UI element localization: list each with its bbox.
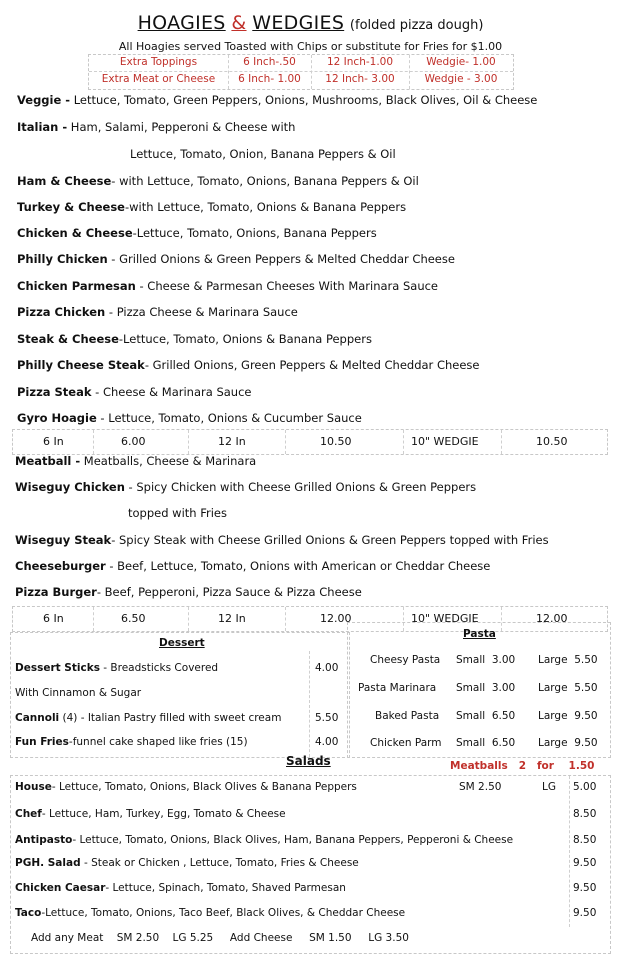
- price-size-6in: 6 In: [43, 612, 64, 625]
- menu-item: Meatball - Meatballs, Cheese & Marinara: [15, 454, 257, 468]
- menu-item: Philly Chicken - Grilled Onions & Green Peppers & Melted Cheddar Cheese: [17, 252, 455, 266]
- extra-toppings-6in: 6 Inch-.50: [243, 56, 296, 68]
- menu-item: Pizza Burger- Beef, Pepperoni, Pizza Sauce & Pizza Cheese: [15, 585, 362, 599]
- pasta-large: Large 5.50: [538, 654, 598, 666]
- title-wedgies: WEDGIES: [252, 12, 345, 34]
- pasta-small: Small 6.50: [456, 737, 516, 749]
- price-size-6in: 6 In: [43, 435, 64, 448]
- pasta-large: Large 5.50: [538, 682, 598, 694]
- menu-item: Turkey & Cheese-with Lettuce, Tomato, Onions & Banana Peppers: [17, 200, 407, 214]
- salad-price: 8.50: [573, 834, 597, 846]
- pasta-item: Cheesy Pasta: [370, 654, 441, 666]
- menu-item-continued: topped with Fries: [128, 506, 227, 520]
- menu-item: Chicken & Cheese-Lettuce, Tomato, Onions, Banana Peppers: [17, 226, 377, 240]
- menu-item: Italian - Ham, Salami, Pepperoni & Cheese with: [17, 120, 296, 134]
- menu-item: Philly Cheese Steak- Grilled Onions, Green Peppers & Melted Cheddar Cheese: [17, 358, 480, 372]
- salads-heading: Salads: [286, 754, 331, 768]
- menu-item: Pizza Chicken - Pizza Cheese & Marinara Sauce: [17, 305, 298, 319]
- pasta-heading: Pasta: [463, 628, 496, 640]
- price-size-wedgie: 10" WEDGIE: [411, 612, 479, 625]
- pasta-large: Large 9.50: [538, 710, 598, 722]
- title-note: (folded pizza dough): [349, 18, 484, 33]
- dessert-price: 4.00: [315, 736, 339, 748]
- price-wedgie: 12.00: [536, 612, 568, 625]
- extra-meat-label: Extra Meat or Cheese: [101, 73, 216, 85]
- pasta-section: [347, 622, 611, 758]
- dessert-item: Cannoli (4) - Italian Pastry filled with sweet cream: [15, 712, 282, 724]
- extra-toppings-12in: 12 Inch-1.00: [326, 56, 394, 68]
- salad-item: House- Lettuce, Tomato, Onions, Black Olives & Banana Peppers: [15, 781, 357, 793]
- price-size-12in: 12 In: [218, 612, 246, 625]
- dessert-item-continued: With Cinnamon & Sugar: [15, 687, 142, 699]
- salad-small-price: SM 2.50: [459, 781, 502, 793]
- extras-price-box: [88, 54, 514, 90]
- salad-item: PGH. Salad - Steak or Chicken , Lettuce, Tomato, Fries & Cheese: [15, 857, 359, 869]
- extra-meat-wedgie: Wedgie - 3.00: [424, 73, 498, 85]
- pasta-item: Pasta Marinara: [358, 682, 437, 694]
- pasta-item: Chicken Parm: [370, 737, 442, 749]
- pasta-small: Small 6.50: [456, 710, 516, 722]
- hoagie-price-bar: [12, 429, 608, 455]
- pasta-small: Small 3.00: [456, 654, 516, 666]
- salad-price: 9.50: [573, 857, 597, 869]
- title-ampersand: &: [231, 12, 247, 34]
- salad-item: Antipasto- Lettuce, Tomato, Onions, Black Olives, Ham, Banana Peppers, Pepperoni & Cheese: [15, 834, 514, 846]
- dessert-heading: Dessert: [159, 637, 205, 649]
- extra-meat-6in: 6 Inch- 1.00: [238, 73, 301, 85]
- title-hoagies: HOAGIES: [137, 12, 226, 34]
- menu-item: Wiseguy Chicken - Spicy Chicken with Cheese Grilled Onions & Green Peppers: [15, 480, 477, 494]
- extra-toppings-wedgie: Wedgie- 1.00: [426, 56, 496, 68]
- menu-item: Pizza Steak - Cheese & Marinara Sauce: [17, 385, 252, 399]
- dessert-item: Dessert Sticks - Breadsticks Covered: [15, 662, 219, 674]
- salad-item: Chicken Caesar- Lettuce, Spinach, Tomato, Shaved Parmesan: [15, 882, 346, 894]
- price-wedgie: 10.50: [536, 435, 568, 448]
- menu-subtitle: All Hoagies served Toasted with Chips or substitute for Fries for $1.00: [118, 40, 503, 53]
- price-6in: 6.50: [121, 612, 146, 625]
- salad-price: 8.50: [573, 808, 597, 820]
- salad-price: 9.50: [573, 882, 597, 894]
- price-size-wedgie: 10" WEDGIE: [411, 435, 479, 448]
- extra-meat-12in: 12 Inch- 3.00: [325, 73, 395, 85]
- menu-item-continued: Lettuce, Tomato, Onion, Banana Peppers & Oil: [130, 147, 396, 161]
- meatballs-addon: Meatballs 2 for 1.50: [450, 760, 595, 772]
- dessert-price: 4.00: [315, 662, 339, 674]
- menu-item: Gyro Hoagie - Lettuce, Tomato, Onions & Cucumber Sauce: [17, 411, 362, 425]
- pasta-large: Large 9.50: [538, 737, 598, 749]
- menu-item: Wiseguy Steak- Spicy Steak with Cheese Grilled Onions & Green Peppers topped with Fries: [15, 533, 549, 547]
- price-size-12in: 12 In: [218, 435, 246, 448]
- salad-price: 9.50: [573, 907, 597, 919]
- dessert-section: [10, 632, 350, 758]
- price-12in: 12.00: [320, 612, 352, 625]
- salad-large-label: LG: [542, 781, 556, 793]
- salad-item: Chef- Lettuce, Ham, Turkey, Egg, Tomato & Cheese: [15, 808, 286, 820]
- menu-title: [0, 12, 621, 34]
- dessert-price: 5.50: [315, 712, 339, 724]
- menu-item: Ham & Cheese- with Lettuce, Tomato, Onions, Banana Peppers & Oil: [17, 174, 419, 188]
- menu-item: Steak & Cheese-Lettuce, Tomato, Onions & Banana Peppers: [17, 332, 372, 346]
- salads-section: [10, 775, 611, 954]
- menu-item: Cheeseburger - Beef, Lettuce, Tomato, Onions with American or Cheddar Cheese: [15, 559, 491, 573]
- extra-toppings-label: Extra Toppings: [119, 56, 198, 68]
- salad-price: 5.00: [573, 781, 597, 793]
- price-6in: 6.00: [121, 435, 146, 448]
- pasta-item: Baked Pasta: [375, 710, 440, 722]
- price-12in: 10.50: [320, 435, 352, 448]
- menu-item: Chicken Parmesan - Cheese & Parmesan Cheeses With Marinara Sauce: [17, 279, 439, 293]
- dessert-item: Fun Fries-funnel cake shaped like fries (15): [15, 736, 248, 748]
- pasta-small: Small 3.00: [456, 682, 516, 694]
- salad-item: Taco-Lettuce, Tomato, Onions, Taco Beef, Black Olives, & Cheddar Cheese: [15, 907, 406, 919]
- salad-addons: Add any Meat SM 2.50 LG 5.25 Add Cheese SM 1.50 LG 3.50: [31, 932, 409, 944]
- menu-item: Veggie - Lettuce, Tomato, Green Peppers, Onions, Mushrooms, Black Olives, Oil & Cheese: [17, 93, 538, 107]
